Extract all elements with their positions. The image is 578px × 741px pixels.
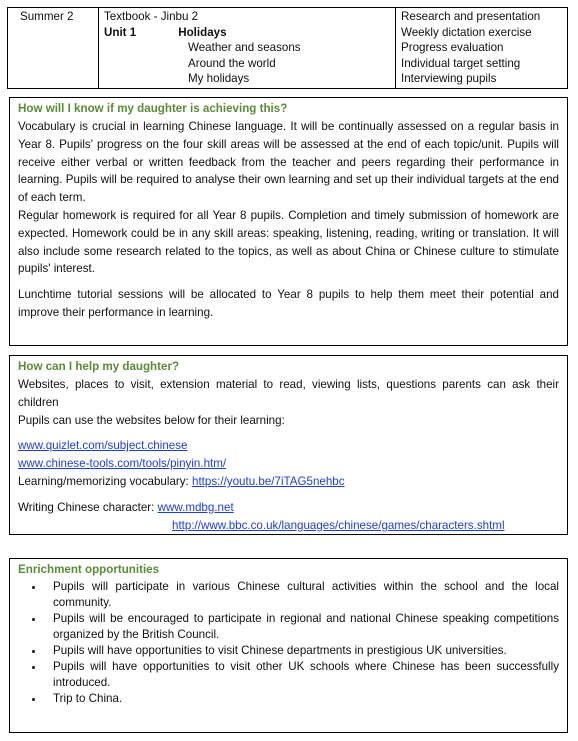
achieving-paragraph: Regular homework is required for all Year 8 pupils. Completion and timely submission of homework are expected. Homework could be in any skill areas: speaking, listening, reading, writing or translation. It will also include some research related to the topics, as well as about China or Chinese culture to stimulate pupils' interest. xyxy=(18,208,559,276)
help-heading: How can I help my daughter? xyxy=(18,360,180,373)
enrichment-list xyxy=(18,579,559,707)
list-item: • Trip to China. xyxy=(45,691,559,707)
list-item: • Pupils will have opportunities to visit Chinese departments in prestigious UK universities. xyxy=(45,643,559,659)
unit-label: Unit 1 xyxy=(104,25,137,39)
list-item: • Pupils will have opportunities to visit other UK schools where Chinese has been successfully introduced. xyxy=(45,659,559,691)
help-section xyxy=(9,355,568,535)
unit-title: Holidays xyxy=(178,25,227,39)
bbc-link[interactable]: http://www.bbc.co.uk/languages/chinese/games/characters.shtml xyxy=(172,518,505,532)
activities-cell xyxy=(396,8,568,89)
writing-label: Writing Chinese character: xyxy=(18,500,158,514)
enrichment-heading: Enrichment opportunities xyxy=(18,563,160,576)
unit-cell xyxy=(99,8,396,89)
term-cell xyxy=(8,8,99,89)
mdbg-link[interactable]: www.mdbg.net xyxy=(157,500,234,514)
topic-item: Weather and seasons xyxy=(188,41,301,54)
activity-item: Progress evaluation xyxy=(401,41,504,54)
help-intro: Websites, places to visit, extension material to read, viewing lists, questions parents can ask their children xyxy=(18,378,559,409)
table-row xyxy=(8,8,568,89)
youtube-link[interactable]: https://youtu.be/7iTAG5nehbc xyxy=(192,474,345,488)
vocab-label: Learning/memorizing vocabulary: xyxy=(18,474,192,488)
term-label: Summer 2 xyxy=(20,10,74,23)
textbook-label: Textbook - Jinbu 2 xyxy=(104,10,199,23)
activity-item: Interviewing pupils xyxy=(401,72,497,85)
topic-item: Around the world xyxy=(188,56,276,70)
chinese-tools-link[interactable]: www.chinese-tools.com/tools/pinyin.htm/ xyxy=(18,457,227,471)
quizlet-link[interactable]: www.quizlet.com/subject.chinese xyxy=(18,439,188,453)
unit-heading xyxy=(104,25,390,41)
achieving-heading: How will I know if my daughter is achieving this? xyxy=(18,102,288,115)
enrichment-section xyxy=(9,558,568,733)
activity-item: Weekly dictation exercise xyxy=(401,25,532,39)
activity-item: Research and presentation xyxy=(401,10,541,23)
topic-item: My holidays xyxy=(188,72,250,85)
achieving-paragraph: Lunchtime tutorial sessions will be allocated to Year 8 pupils to help them meet their potential and improve their performance in learning. xyxy=(18,288,559,319)
list-item: • Pupils will be encouraged to participate in regional and national Chinese speaking competitions organized by the British Council. xyxy=(45,611,559,643)
achieving-section xyxy=(9,97,568,346)
schedule-table xyxy=(7,7,568,89)
achieving-paragraph: Vocabulary is crucial in learning Chinese language. It will be continually assessed on a regular basis in Year 8. Pupils' progress on the four skill areas will be assessed at the end of each topic/unit. Pupils will receive either verbal or written feedback from the teacher and peers regarding their performance in learning. Pupils will be required to analyse their own learning and set up their individual targets at the end of each term. xyxy=(18,120,559,205)
list-item: • Pupils will participate in various Chinese cultural activities within the school and the local community. xyxy=(45,579,559,611)
help-intro: Pupils can use the websites below for their learning: xyxy=(18,413,285,427)
activity-item: Individual target setting xyxy=(401,56,521,70)
